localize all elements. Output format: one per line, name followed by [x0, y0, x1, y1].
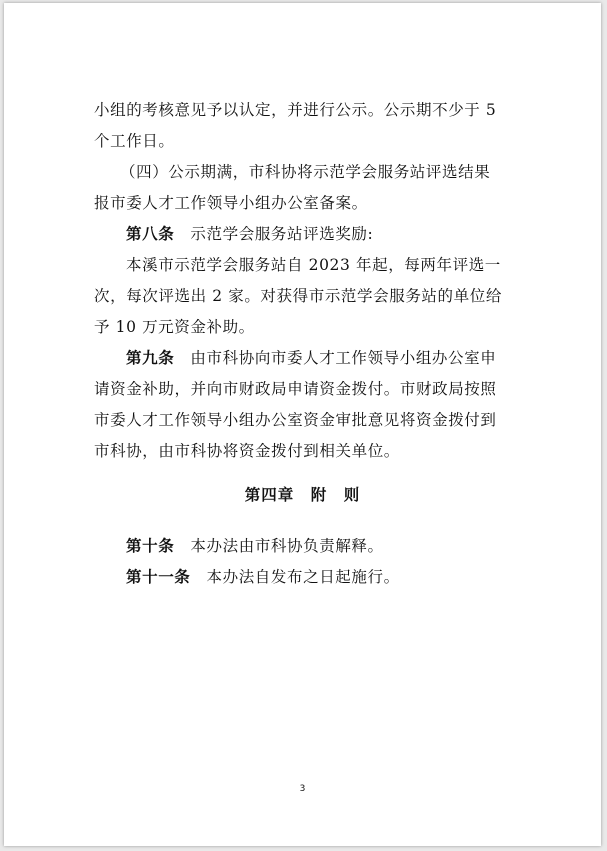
paragraph-line: [126, 346, 496, 368]
article-label: 第八条: [126, 224, 175, 243]
paragraph-line: [94, 129, 175, 151]
article-label: 第九条: [126, 348, 175, 367]
paragraph-line: [94, 377, 497, 399]
article-label: 第十条: [126, 536, 175, 555]
line-text: 示范学会服务站评选奖励:: [174, 225, 374, 243]
paragraph-line: [94, 284, 502, 306]
line-text: 报市委人才工作领导小组办公室备案。: [94, 194, 368, 212]
paragraph-line: [94, 408, 497, 430]
line-text: 市委人才工作领导小组办公室资金审批意见将资金拨付到: [94, 411, 497, 429]
paragraph-line: [126, 565, 400, 587]
paragraph-line: [94, 191, 368, 213]
line-text: 市科协，由市科协将资金拨付到相关单位。: [94, 442, 400, 460]
line-text: 本办法由市科协负责解释。: [174, 537, 384, 555]
line-text: 本溪市示范学会服务站自 2023 年起，每两年评选一: [126, 256, 501, 274]
line-text: 次，每次评选出 2 家。对获得市示范学会服务站的单位给: [94, 287, 502, 305]
paragraph-line: [126, 253, 501, 275]
line-text: 由市科协向市委人才工作领导小组办公室申: [174, 349, 497, 367]
paragraph-line: [94, 315, 255, 337]
document-page: [4, 3, 601, 846]
line-text: 予 10 万元资金补助。: [94, 318, 255, 336]
article-label: 第十一条: [126, 567, 191, 586]
paragraph-line: [126, 534, 384, 556]
chapter-heading: 第四章 附 则: [244, 485, 361, 504]
line-text: 个工作日。: [94, 132, 175, 150]
paragraph-line: [126, 222, 373, 244]
paragraph-line: [120, 160, 490, 182]
line-text: （四）公示期满，市科协将示范学会服务站评选结果: [120, 163, 491, 181]
line-text: 小组的考核意见予以认定，并进行公示。公示期不少于 5: [94, 101, 497, 119]
paragraph-line: [94, 98, 496, 120]
line-text: 请资金补助，并向市财政局申请资金拨付。市财政局按照: [94, 380, 497, 398]
line-text: 本办法自发布之日起施行。: [190, 568, 400, 586]
paragraph-line: [94, 439, 400, 461]
page-number: 3: [299, 784, 306, 794]
